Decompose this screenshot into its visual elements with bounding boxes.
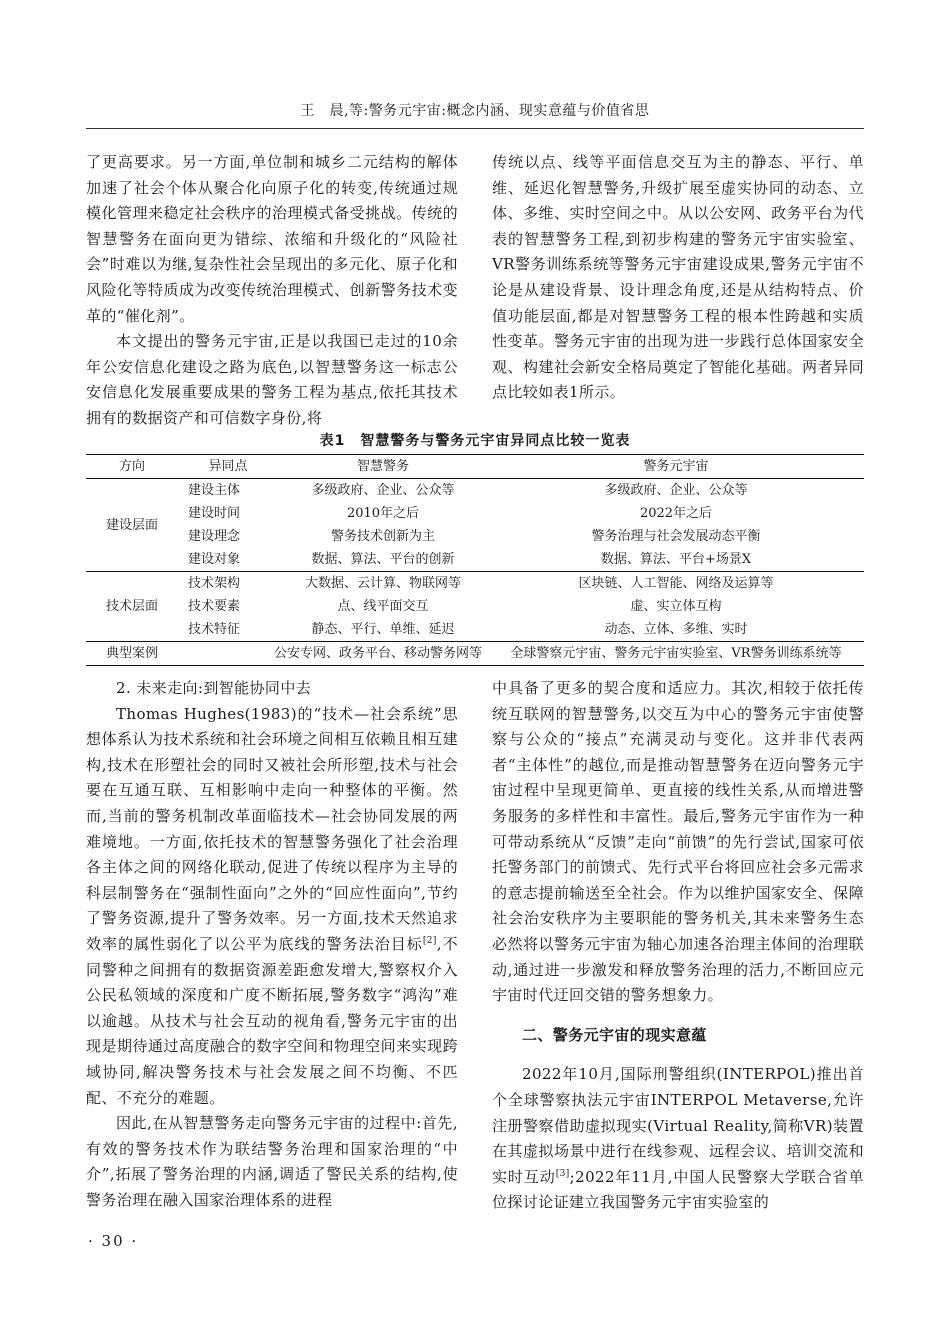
- text-run: Thomas Hughes(1983)的“技术—社会系统”思想体系认为技术系统和社会环境之间相互依赖且相互建构,技术在形塑社会的同时又被社会所形塑,技术与社会要在互通互联、互相影响中走向一种整体的平衡。然而,当前的警务机制改革面临技术—社会协同发展的两难境地。一方面,依托技术的智慧警务强化了社会治理各主体之间的网络化联动,促进了传统以程序为主导的科层制警务在“强制性面向”之外的“回应性面向”,节约了警务资源,提升了警务效率。另一方面,技术天然追求效率的属性弱化了以公平为底线的警务法治目标: [86, 704, 458, 953]
- direction-cell: 技术层面: [105, 599, 158, 614]
- smart-cell: 2010年之后: [346, 506, 420, 521]
- text-run: 2022年10月,国际刑警组织(INTERPOL)推出首个全球警察执法元宇宙INTERPOL Metaverse,允许注册警察借助虚拟现实(Virtual Reality,简称VR)装置在其虚拟场景中进行在线参观、远程会议、培训交流和实时互动: [492, 1065, 864, 1186]
- table-caption: 表1 智慧警务与警务元宇宙异同点比较一览表: [319, 433, 631, 449]
- text-run: ,不同警种之间拥有的数据资源差距愈发增大,警察权介入公民私领域的深度和广度不断拓展,警务数字“鸿沟”难以逾越。从技术与社会互动的视角看,警务元宇宙的出现是期待通过高度融合的数字空间和物理空间来实现跨域协同,解决警务技术与社会发展之间不均衡、不匹配、不充分的难题。: [86, 934, 458, 1107]
- header-rule: [86, 128, 864, 129]
- table-row: [86, 502, 864, 525]
- meta-cell: 多级政府、企业、公众等: [604, 483, 748, 498]
- aspect-cell: 建设时间: [188, 506, 241, 521]
- smart-cell: 大数据、云计算、物联网等: [304, 576, 461, 591]
- meta-cell: 全球警察元宇宙、警务元宇宙实验室、VR警务训练系统等: [510, 646, 842, 661]
- meta-cell: 2022年之后: [639, 506, 713, 521]
- left-column-top: [86, 150, 458, 432]
- smart-cell: 数据、算法、平台的创新: [311, 552, 455, 567]
- section-heading: 二、警务元宇宙的现实意蕴: [522, 1025, 707, 1044]
- table-row: [86, 548, 864, 572]
- meta-cell: 虚、实立体互构: [630, 599, 722, 614]
- right-column-top: [492, 150, 864, 406]
- comparison-table: [86, 454, 864, 666]
- smart-cell: 点、线平面交互: [337, 599, 429, 614]
- citation: [2]: [422, 935, 437, 946]
- table-header-row: [86, 455, 864, 479]
- table-row: [86, 572, 864, 596]
- paragraph: 中具备了更多的契合度和适应力。其次,相较于依托传统互联网的智慧警务,以交互为中心的警务元宇宙使警察与公众的“接点”充满灵动与变化。这并非代表两者“主体性”的越位,而是推动智慧警务在迈向警务元宇宙过程中呈现更简单、更直接的线性关系,从而增进警务服务的多样性和丰富性。最后,警务元宇宙作为一种可带动系统从“反馈”走向“前馈”的先行尝试,国家可依托警务部门的前馈式、先行式平台将回应社会多元需求的意志提前输送至全社会。作为以维护国家安全、保障社会治安秩序为主要职能的警务机关,其未来警务生态必然将以警务元宇宙为轴心加速各治理主体间的治理联动,通过进一步激发和释放警务治理的活力,不断回应元宇宙时代迂回交错的警务想象力。: [492, 679, 864, 1005]
- smart-cell: 公安专网、政务平台、移动警务网等: [273, 646, 482, 661]
- aspect-cell: 建设对象: [188, 552, 241, 567]
- running-header: 王 晨,等:警务元宇宙:概念内涵、现实意蕴与价值省思: [300, 103, 650, 119]
- table-row: [86, 525, 864, 548]
- subheading: 2. 未来走向:到智能协同中去: [116, 679, 312, 697]
- table-row: [86, 595, 864, 618]
- paragraph: 本文提出的警务元宇宙,正是以我国已走过的10余年公安信息化建设之路为底色,以智慧警务这一标志公安信息化发展重要成果的警务工程为基点,依托其技术拥有的数据资产和可信数字身份,将: [86, 332, 458, 427]
- header-cell: 方向: [118, 459, 145, 474]
- header-cell: 智慧警务: [356, 459, 409, 474]
- table-row: [86, 642, 864, 666]
- aspect-cell: 技术要素: [188, 599, 241, 614]
- paragraph: [86, 702, 458, 1112]
- aspect-cell: 建设理念: [188, 529, 241, 544]
- smart-cell: 警务技术创新为主: [330, 529, 435, 544]
- direction-cell: 建设层面: [105, 517, 158, 533]
- header-cell: 警务元宇宙: [643, 459, 709, 474]
- paragraph: 了更高要求。另一方面,单位制和城乡二元结构的解体加速了社会个体从聚合化向原子化的转变,传统通过规模化管理来稳定社会秩序的治理模式备受挑战。传统的智慧警务在面向更为错综、浓缩和升级化的“风险社会”时难以为继,复杂性社会呈现出的多元化、原子化和风险化等特质成为改变传统治理模式、创新警务技术变革的“催化剂”。: [86, 153, 458, 325]
- paragraph: 传统以点、线等平面信息交互为主的静态、平行、单维、延迟化智慧警务,升级扩展至虚实协同的动态、立体、多维、实时空间之中。从以公安网、政务平台为代表的智慧警务工程,到初步构建的警务元宇宙实验室、VR警务训练系统等警务元宇宙建设成果,警务元宇宙不论是从建设背景、设计理念角度,还是从结构特点、价值功能层面,都是对智慧警务工程的根本性跨越和实质性变革。警务元宇宙的出现为进一步践行总体国家安全观、构建社会新安全格局奠定了智能化基础。两者异同点比较如表1所示。: [492, 153, 864, 402]
- citation: [3]: [555, 1168, 570, 1179]
- meta-cell: 警务治理与社会发展动态平衡: [591, 529, 761, 544]
- paragraph: [492, 1062, 864, 1216]
- aspect-cell: 技术特征: [188, 622, 241, 637]
- meta-cell: 动态、立体、多维、实时: [604, 622, 748, 637]
- meta-cell: 区块链、人工智能、网络及运算等: [578, 576, 774, 591]
- smart-cell: 多级政府、企业、公众等: [311, 483, 455, 498]
- aspect-cell: 建设主体: [188, 483, 241, 498]
- smart-cell: 静态、平行、单维、延迟: [311, 622, 455, 637]
- meta-cell: 数据、算法、平台+场景X: [600, 552, 752, 567]
- text-run: ;2022年11月,中国人民警察大学联合省单位探讨论证建立我国警务元宇宙实验室的: [492, 1167, 864, 1212]
- left-column-bottom: [86, 676, 458, 1213]
- aspect-cell: 技术架构: [188, 576, 241, 591]
- table-row: [86, 479, 864, 503]
- table-row: [86, 618, 864, 642]
- right-column-bottom: [492, 676, 864, 1216]
- header-cell: 异同点: [208, 459, 248, 474]
- page-number: · 30 ·: [88, 1232, 139, 1250]
- paragraph: 因此,在从智慧警务走向警务元宇宙的过程中:首先,有效的警务技术作为联结警务治理和国家治理的“中介”,拓展了警务治理的内涵,调适了警民关系的结构,使警务治理在融入国家治理体系的进程: [86, 1114, 458, 1209]
- direction-cell: 典型案例: [105, 646, 158, 661]
